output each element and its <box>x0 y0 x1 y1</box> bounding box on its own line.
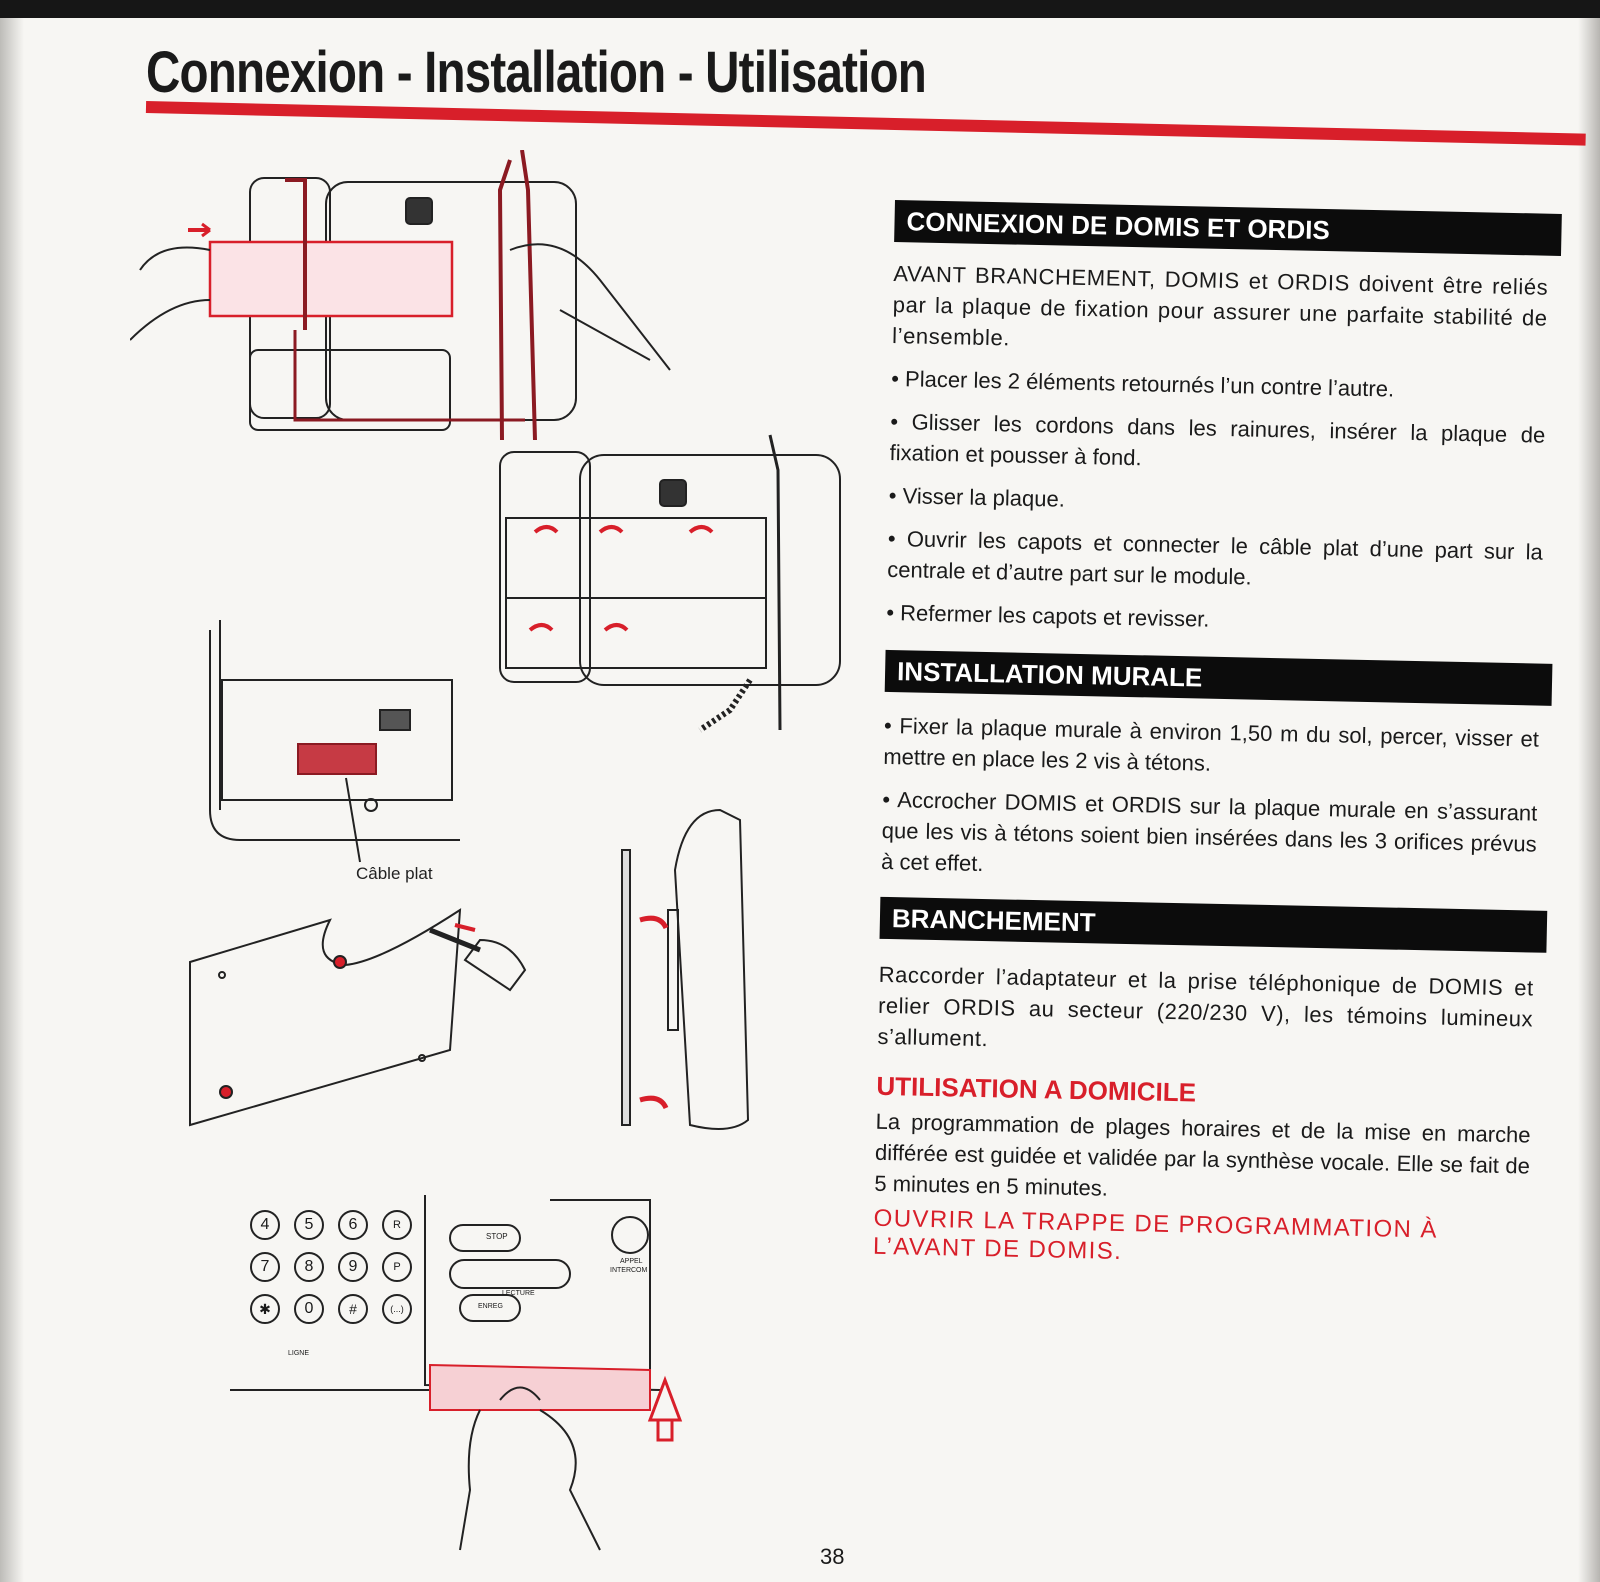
figure-assembly-plate <box>130 150 670 440</box>
utilisation-text: La programmation de plages horaires et de la mise en marche différée est guidée et validée par la synthèse vocale. Elle se fait de 5 minutes en 5 minutes. <box>874 1108 1531 1201</box>
heading-installation: INSTALLATION MURALE <box>885 650 1553 706</box>
left-binding-shadow <box>0 18 24 1582</box>
connexion-step-3: • Visser la plaque. <box>888 482 1066 512</box>
page-number: 38 <box>820 1544 845 1569</box>
connexion-step-4: • Ouvrir les capots et connecter le câble plat d’une part sur la centrale et d’autre part sur le module. <box>887 525 1544 590</box>
illustrations-svg <box>130 150 850 1582</box>
key-0: 0 <box>294 1294 324 1324</box>
right-page-shadow <box>1578 18 1600 1582</box>
stop-label: STOP <box>486 1232 508 1241</box>
connexion-intro: AVANT BRANCHEMENT, DOMIS et ORDIS doivent être reliés par la plaque de fixation pour assurer une parfaite stabilité de l’ensemble. <box>891 260 1549 351</box>
heading-utilisation: UTILISATION A DOMICILE <box>876 1070 1197 1108</box>
heading-connexion: CONNEXION DE DOMIS ET ORDIS <box>894 200 1562 256</box>
intercom-label: INTERCOM <box>610 1267 648 1274</box>
installation-step-1: • Fixer la plaque murale à environ 1,50 m du sol, percer, visser et mettre en place les 2 vis à tétons. <box>883 712 1540 776</box>
key-5: 5 <box>294 1210 324 1240</box>
connexion-step-5: • Refermer les capots et revisser. <box>886 599 1210 632</box>
figure-hang-unit <box>622 810 748 1129</box>
figure-wall-plate-drill <box>190 910 525 1125</box>
key-hash: # <box>338 1294 368 1324</box>
key-9: 9 <box>338 1252 368 1282</box>
key-star: ✱ <box>250 1294 280 1324</box>
keypad-labels <box>250 1210 410 1324</box>
key-7: 7 <box>250 1252 280 1282</box>
key-dots: (...) <box>382 1294 412 1324</box>
instructions-column <box>873 200 1565 1275</box>
lecture-label: LECTURE <box>502 1290 535 1297</box>
connexion-step-1: • Placer les 2 éléments retournés l’un contre l’autre. <box>891 365 1395 402</box>
key-r: R <box>382 1210 412 1240</box>
flat-cable-label: Câble plat <box>356 864 433 883</box>
key-4: 4 <box>250 1210 280 1240</box>
figure-flat-cable <box>210 620 460 862</box>
connexion-step-2: • Glisser les cordons dans les rainures, insérer la plaque de fixation et pousser à fond. <box>889 408 1546 471</box>
installation-step-2: • Accrocher DOMIS et ORDIS sur la plaque murale en s’assurant que les vis à tétons soient bien insérées dans les 3 orifices prévus à cet effet. <box>880 786 1538 876</box>
enreg-label: ENREG <box>478 1303 503 1310</box>
illustrations-column <box>130 150 850 1582</box>
key-p: P <box>382 1252 412 1282</box>
branchement-text: Raccorder l’adaptateur et la prise téléphonique de DOMIS et relier ORDIS au secteur (220/230 V), les témoins lumineux s’allument. <box>877 961 1534 1052</box>
figure-screw-plate <box>500 435 840 730</box>
appel-label: APPEL <box>620 1258 643 1265</box>
key-6: 6 <box>338 1210 368 1240</box>
key-8: 8 <box>294 1252 324 1282</box>
utilisation-note: OUVRIR LA TRAPPE DE PROGRAMMATION À L’AVANT DE DOMIS. <box>872 1204 1439 1265</box>
ligne-label: LIGNE <box>288 1350 310 1357</box>
page-title: Connexion - Installation - Utilisation <box>146 40 927 105</box>
heading-branchement: BRANCHEMENT <box>880 897 1548 953</box>
top-edge-bar <box>0 0 1600 18</box>
